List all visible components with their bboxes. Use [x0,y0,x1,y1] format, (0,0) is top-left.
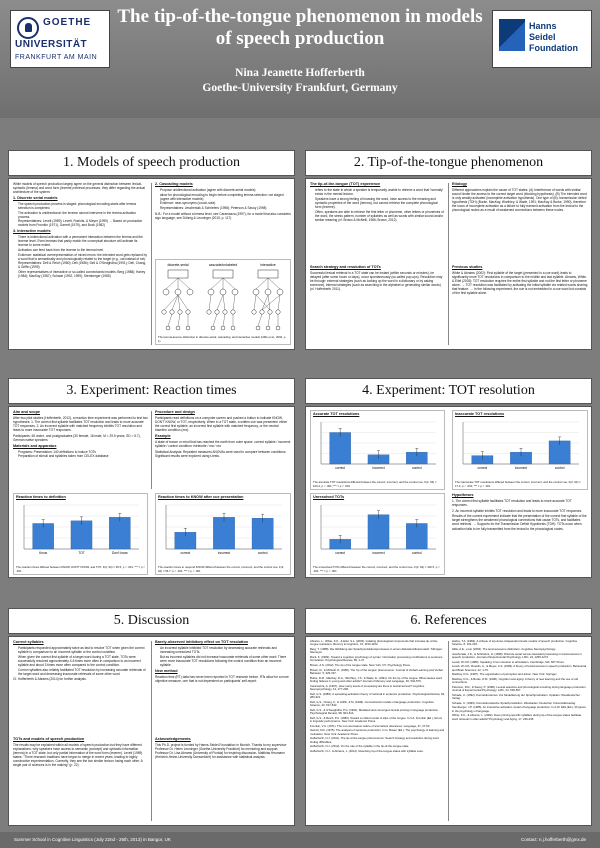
reference-entry: Levelt, W.J.M., Roelofs, A., & Meyer, A.S. (1999). A theory of lexical access in speech production. Behavioral and Brain Sciences, 22, 1-75. [452,664,587,672]
logo-text-frankfurt: FRANKFURT AM MAIN [15,54,98,61]
cascading-list [155,188,291,210]
tots-models-title: TOTs and models of speech production [13,737,85,741]
s1-intro: While models of speech production largely agree on the general distinction between lexical-syntactic (lemma) and word form (lexeme) retrieval processes, they differ regarding the actual architecture of the system: [13,182,145,195]
list-item: • The speech production process is staged: phonological encoding starts after lemma selection is completed. [18,202,148,210]
procedure-title: Procedure and design [155,410,195,414]
cascading-title: 2. Cascading models [155,182,193,186]
chart-caption: The unresolved TOTs differed between the correct, incorrect, and the control cue, F(2, 94) = 102.5, p < .001; *** = p < .001 [313,565,440,573]
aim-box [13,410,148,490]
university-seal-icon [17,17,39,39]
diagram-caption: The lemma-lexeme distinction in discrete-serial, cascading, and interactive models (Hillis et al., 2002, p. 1). [158,335,287,343]
reference-entry: Dell, G.S., & O'Seaghdha, P.G. (1991). Mediated and convergent lexical priming in language production. Psychological Review, 98, 604-614. [310,707,439,715]
chart-svg [311,418,444,472]
logo-text-foundation: Foundation [529,43,578,53]
barely-list [155,646,291,667]
column-divider [151,183,152,345]
hypothesis-1: 1. The correct first syllable facilitates TOT resolution and leads to more accurate TOT responses. [452,499,572,508]
hanns-seidel-logo [492,10,592,68]
list-item: • Speakers have a strong feeling of knowing the word, have access to the meaning and syntactic properties of the word (lemma), but cannot retrieve the complete phonological form (lexeme). [315,197,445,209]
chart-svg [311,501,444,557]
bar-incorrect [213,517,234,549]
previous-studies-title: Previous studies [452,265,483,269]
x-tick-label: correct [477,466,488,470]
bar-control [252,518,273,549]
section-2-title: 2. Tip-of-the-tongue phenomenon [305,150,592,176]
s1-nb: N.B.: For a model without a lemma level, see Caramazza (1997); for a model that also considers sign language, see Dühnig & Leuninger (2015, p. 117) [155,211,291,220]
example-title: Example [155,433,171,438]
hypotheses-title: Hypotheses [452,493,474,497]
section-1-body [8,178,295,350]
x-tick-label: correct [180,551,191,555]
bar-incorrect [368,515,389,549]
section-4-body [305,406,592,578]
models-diagram [155,259,291,345]
list-item: • Evidence: near-synonyms (couch-sofa) [160,201,291,205]
list-item: • Evidence: statistical overrepresentation of mixed errors: the intended word gets replaced by a word that is semantically and phonologically related to the target (e.g., cat instead of rat). [18,253,148,261]
chart-caption: The accurate TOT resolutions differed between the correct, incorrect, and the control cue, F(2, 94) = 100.2, p < .001; *** = p < .001 [313,480,437,488]
reference-entry: MacKay, D.G., & Burke, D.M. (1990). Cognition and aging: A theory of new learning and the use of old connections. [452,676,578,685]
previous-studies-text: White & Abrams (2002): First syllable of the target (presented in a cue word) leads to significantly more TOT resolutions in comparison to the middle and last syllable. Abrams, White, & Eitel (2003): TOT resolution requires the entire first syllable and not the first letter or phoneme alone. → TOT resolution was facilitated by activating the initial syllable via related words sharing that feature. → In the following experiment, the cue is not embedded in a cue word but consists of the first syllable alone. [452,271,588,296]
reference-entry: Hillis, A.E., et al. (2002). The lemma-lexeme distinction. Cognitive Neuropsychology. [452,647,556,651]
discrete-title: 1. Discrete serial models [13,195,58,200]
list-item: • But as incorrect syllables did not increase inaccurate retrievals of some other word: There were more inaccurate TOT resolutions following the control condition than an incorrect syllable. [160,655,291,667]
hypotheses-text: Results of the current experiment indicate that the presentation of the correct first syllable of the target strengthens the weakened phonological connections that cause TOTs, and facilitates word retrieval. → Supports for the Transmission Deficit Hypothesis (TDH): TOTs occur when activation fails to be fully transmitted from the lexical to the phonological nodes. [452,514,587,531]
correct-syllables-ref: Cf. Hofferberth & Abrams (2014) for further analysis. [13,677,87,682]
procedure-text: Participants read definitions on a computer screen and pushed a button to indicate KNOW, DON'T KNOW, or TOT, respectively. When in a TOT state, a written cue was presented: either the correct first syllable, an incorrect first syllable with matched frequency, or the neutral baseline condition (xxx). [155,416,288,433]
tot-experience-box [310,182,445,262]
tot-experience-title: The tip-of-the-tongue (TOT) experience [310,182,381,186]
reference-entry: Schade, U. (1999). Konnektionistische Sprachproduktion. Wiesbaden: Deutscher Universitätsverlag. [452,700,576,705]
x-tick-label: Don't know [111,551,128,555]
reference-entry: Peterson, R.R., & Savoy, P. (1998). Lexical selection and phonological encoding during language production. Journal of Experimental Psychology: LMC, 24, 539-557. [452,684,587,693]
new-method-text: Reaction time (RT) data has never been reported in TOT research before. RTs allow for a more objective measure, one that is not dependent on participants' self-report. [155,674,289,683]
poster-author [110,66,490,96]
references-right [452,640,588,824]
reference-entry: Harley, T.A. (1984). A critique of top-down independent levels models of speech production. Cognitive Science, 8, 191-219. [452,640,578,647]
chart-caption: The reaction times differed between KNOW, DON'T KNOW, and TOT, F(2, 94) = 45.5, p < .001; *** = p < .001 [16,565,145,573]
aim-text: After two pilot studies (Hofferberth, 2012), a reaction time experiment was performed to test two hypotheses: 1. The correct first syllable facilitates TOT resolution and leads to more accurate TOT responses. 2. An incorrect syllable with matched frequency inhibits TOT resolution and leads to more inaccurate TOT responses. [13,416,148,433]
chart-caption: The reaction times to respond KNOW differed between the correct, incorrect, and the control cue, F(2, 94) = 56.7, p < .001; *** = p < .001 [158,565,285,573]
models-diagram-svg [156,260,290,334]
etiology-title: Etiology [452,182,467,186]
reference-entry: Schade, U. (1992). Konnektionismus: Zur Modellierung der Sprachproduktion. Opladen: Westdeutscher Verlag. [452,692,580,701]
list-item: • Correct syllables also reliably facilitated TOT resolution by increasing accurate retrievals of the target word and decreasing inaccurate retrievals of some other word. [18,668,148,676]
x-tick-label: control [412,466,422,470]
footer-contact[interactable]: Contact: n.j.hofferberth@gmx.de [520,837,586,842]
bar-tot [71,521,92,549]
section-5-body [8,636,295,826]
etiology-text: Different approaches explain the cause of TOT states: (A) Interference of words with similar sound hinder the access to the correct target word (blocking hypothesis). (B) The intended word is only weakly activated (incomplete activation hypothesis). One type of (B): transmission deficit hypothesis (TDH) (Burke, MacKay, Worthley, & Wade, 1991; MacKay & Burke, 1990), therefore the locus of incomplete activation as a failure to fully transmit activation from the lexical to the phonological nodes as a result of weakened connections between these nodes. [452,188,587,213]
reference-entry: Abrams, L., White, K.K., & Eitel, S.L. (2003). Isolating phonological components that increase tip-of-the-tongue resolution. Memory & Cognition, 31, 1153-1162. [310,640,439,647]
list-item: • Activation can feed back from the lexeme to the lemma level. [18,248,148,252]
tot-list [310,188,445,222]
participants-text: Participants: 48 under- and postgraduates (30 female, 18 male, M = 29.5 years, SD = 5.7), German native speakers [13,433,141,442]
chart-svg [14,501,147,557]
x-tick-label: incorrect [372,466,385,470]
reference-entry: Brown, A.S. (2012). The tip of the tongue state. New York, NY: Psychology Press. [310,663,411,667]
column-divider [151,641,152,821]
section-1-title: 1. Models of speech production [8,150,295,176]
list-item: • When given the correct first syllable of a target word during a TOT state, TOTs were successfully resolved approximately 4-6 times more often in comparison to an incorrect syllable and about 3 times more often compared to the control condition. [18,655,148,667]
list-item: • Other representatives of interactive or so-called connectionist models: Berg (1988); Harley (1984); MacKay (1987); Schade (1992, 1999); Stemberger (1985) [18,270,148,278]
x-tick-label: correct [335,551,346,555]
chart-rt-definition [13,493,148,575]
interactive-list [13,235,148,278]
chart-svg [156,501,290,557]
section-2-body [305,178,592,350]
reference-entry: Bock, K. (1982). Toward a cognitive psychology of syntax: Information processing contributions to sentence formulation. Psychological Review, 89, 1-47. [310,655,443,663]
chart-title: Unresolved TOTs [313,495,345,499]
column-divider [151,411,152,489]
chart-rt-know-cue [155,493,291,575]
list-item: • Representatives: Levelt (1989); Levelt, Roelofs, & Meyer (1999) → Based on production models from Fromkin (1971), Garrett (1975), and Bock (1982) [18,219,148,227]
list-item: • Programs: Presentation: 140 definitions to induce TOTs [18,450,148,454]
x-tick-label: control [554,466,565,470]
references-left [310,640,445,824]
logo-text-goethe: GOETHE [43,17,92,28]
list-item: • There is bidirectional activation with a permanent interaction between the lemma and the lexeme level. Even lemmas that partly match the conceptual structure will activate its lexeme to some extent. [18,235,148,247]
chart-caption: The inaccurate TOT resolutions differed between the correct, incorrect, and the control cue, F(2, 94) = 17.4, p < .001; *** = p < .001 [455,480,581,488]
list-item: • refers to the state in which a speaker is temporarily unable to retrieve a word that 'normally' exists in the mental lexicon. [315,188,445,196]
chart-title: Reaction times to KNOW after cue presentation [158,495,244,499]
list-item: • Propose unidirectional activation (agree with discrete-serial models) [160,188,291,192]
etiology-box [452,182,588,262]
chart-unresolved-tots [310,493,445,575]
s1-right-column [155,182,291,256]
correct-syllables-box [13,640,148,734]
barely-observed-title: Barely-observed inhibitory effect on TOT resolution [155,640,248,644]
acknowledgements-title: Acknowledgements [155,737,191,741]
chart-title: Accurate TOT resolutions [313,412,360,416]
reference-entry: Dell, G.S. (1986). A spreading-activation theory of retrieval in sentence production. Psychological Review, 93, 283-321. [310,691,445,699]
logo-text-seidel: Seidel [529,32,556,42]
x-tick-label: Know [39,551,48,555]
footer-event: Summer School in Cognitive Linguistics (July 22nd - 26th, 2013) in Bangor, UK [14,837,171,842]
procedure-box [155,410,291,490]
chart-title: Inaccurate TOT resolutions [455,412,505,416]
acknowledgements-box [155,737,291,823]
search-strategy-box [310,265,445,347]
reference-entry: Dell, G.S., & Reich, P.A. (1980). Toward a unified model of slips of the tongue. In V.A. Fromkin (Ed.), Errors in linguistic performance. New York: Academic Press. [310,715,443,723]
reference-entry: Burke, D.M., MacKay, D.G., Worthley, J.S., & Wade, E. (1991). On the tip of the tongue: What causes word finding failures in young and older adults? Journal of Memory and Language, 30, 542-579. [310,675,443,683]
list-item: • Representatives: Jescheniak & Schriefers (1998); Peterson & Savoy (1998) [160,206,291,210]
column-divider [448,641,449,821]
x-tick-label: incorrect [217,551,231,555]
reference-entry: Berg, T. (1988). Die Abbildung des Sprachproduktionsprozesses in einem Aktivationsflussmodell. Tübingen: Niemeyer. [310,647,443,655]
section-5-title: 5. Discussion [8,608,295,634]
reference-entry: Dell, G.S., Chang, F., & Griffin, Z.M. (1999). Connectionist models of language production. Cognitive Science, 23, 517-542. [310,699,434,707]
example-text: A state of trance or mind that has reached the earth from outer space: correct syllable / incorrect syllable / control condition: meteorite / ma / xxx [155,439,291,448]
materials-title: Materials and apparatus [13,443,57,448]
chart-inaccurate-resolutions [452,410,588,490]
x-tick-label: incorrect [514,466,528,470]
bar-don-t-know [109,517,130,549]
section-3-body [8,406,295,578]
x-tick-label: correct [335,466,346,470]
section-6-title: 6. References [305,608,592,634]
section-4-title: 4. Experiment: TOT resolution [305,378,592,404]
barely-observed-box [155,640,291,734]
acknowledgements-text: This Ph.D. project is funded by Hanns-Seidel-Foundation in Munich. Thanks to my supervisor Professor Dr. Helen Leuninger (Goethe-University Frankfurt) for mentoring and support, Professor Dr. Lisa Abrams (University of Florida) for inspiring discussion, Matthias Heumann (Heinrich-Heine-University Duesseldorf) for assistance with statistical analysis. [155,743,287,760]
hypothesis-2: 2. An incorrect syllable inhibits TOT resolution and leads to more inaccurate TOT responses. [452,508,583,513]
goethe-university-logo [10,10,110,68]
statistics-text: Statistical Analysis: Repeated measures ANOVAs were used to compare between conditions. Significant results were explored using t-tests. [155,449,287,458]
list-item: • allow for phonological encoding to begin before completing lemma selection: not staged (agree with interactive models) [160,193,291,201]
list-item: • Participants responded approximately twice as fast to resolve TOT when given the correct syllable in comparison to an incorrect syllable or the control condition. [18,646,148,654]
tots-models-text: The results may be explained within all models of speech production but they have different explanations: why speakers have access to semantic (concept) and syntactic information (lemma) in a TOT state, but only partial information of the word form (lexeme). Levelt (1989) states: "There research traditions have begun to merge in recent years, leading to highly constructive experimentation. Currently, they see the two similar lexicon fusing each other. A single pair of sciences is in the making" (p. 22). [13,743,143,768]
chart-svg [453,418,587,472]
reference-entry: Jescheniak, J.D., & Schriefers, H. (1998). Discrete serial versus cascaded processing in lexical access in speech production. Journal of Experimental Psychology: LMC, 24, 1256-1274. [452,651,582,659]
s1-left-column [13,182,148,346]
new-method-title: New method [155,668,178,673]
logo-text-universitaet: UNIVERSITÄT [15,39,88,50]
bar-correct [330,433,351,465]
list-item: • Preparation of stimuli and syllables taken from CELEX database [18,454,148,458]
chart-accurate-resolutions [310,410,445,490]
reference-entry: MacKay, D.G. (1987). The organization of perception and action. New York: Springer. [452,672,558,677]
correct-list [13,646,148,676]
tots-models-box [13,737,148,823]
poster-title: The tip-of-the-tongue phenomenon in models of speech production [117,6,483,49]
reference-entry: Fromkin, V.A. (1971). The non-anomalous nature of anomalous utterances. Language, 47, 27-52. [310,723,431,728]
foundation-mark-icon [499,19,525,51]
poster-header [0,0,600,118]
reference-entry: Levelt, W.J.M. (1989). Speaking: From intention to articulation. Cambridge, MA: MIT Press. [452,659,565,664]
discrete-list [13,202,148,228]
author-name: Nina Jeanette Hofferberth [235,67,365,79]
search-strategy-text: Successful lexical retrieval in a TOT state can be instant (within seconds or minutes), be delayed (after some hours or days), occur spontaneously (so-called pop-ups). Resolution may be through: external strategies (such as looking up the word in a dictionary or by asking someone), internal strategies (such as searching in the alphabet or generating similar words) (cf. Hofferberth 2011). [310,271,443,292]
reference-entry: Hofferberth, N.J., & Abrams, L. (2014). Resolving tip-of-the-tongue states with syllable cues. [310,748,424,753]
reference-entry: Caramazza, A. (1997). How many levels of processing are there in lexical access? Cognitive Neuropsychology, 14, 177-208. [310,683,425,691]
x-tick-label: incorrect [372,551,385,555]
reference-entry: Stemberger, J.P. (1985). An interactive activation model of language production. In A.W. Ellis (Ed.), Progress in the psychology of language. [452,705,586,713]
list-item: • The activation is unidirectional: the lexeme cannot intervene in the lemma activation process. [18,211,148,219]
x-tick-label: control [412,551,422,555]
diagram-label-cascade: cascade/unlabeled [208,263,238,267]
reference-entry: Hofferberth, N.J. (2012). On the role of the syllable in the tip-of-the-tongue state. [310,744,410,749]
reference-entry: White, K.K., & Abrams, L. (2002). Does priming specific syllables during tip-of-the-tongue states facilitate word retrieval in older adults? Psychology and Aging, 17, 226-235. [452,713,582,721]
search-strategy-title: Search strategy and resolution of TOTs [310,265,381,269]
previous-studies-box [452,265,588,347]
chart-title: Reaction times to definition [16,495,66,499]
author-affiliation: Goethe-University Frankfurt, Germany [202,82,398,94]
materials-list [13,450,148,459]
column-divider [448,183,449,345]
reference-entry: Garrett, M.F. (1975). The analysis of sentence production. In G. Bower (Ed.), The psychology of learning and motivation. New York: Academic Press. [310,728,445,736]
list-item: • An incorrect syllable inhibited TOT resolution by decreasing accurate retrievals and increasing unresolved TOTs. [160,646,291,654]
list-item: • Representatives: Dell & Reich (1980); Dell (1986); Dell & O'Seaghdha (1991); Dell, Chang, & Griffin (1999) [18,261,148,269]
aim-title: Aim and scope [13,410,41,414]
section-3-title: 3. Experiment: Reaction times [8,378,295,404]
section-6-body [305,636,592,826]
correct-syllables-title: Correct syllables [13,640,44,644]
list-item: • Often, speakers are able to retrieve the first letter or phoneme, other letters or phonemes of the word, the stress pattern, number of syllables as well as words with similar sound and/or similar meaning (cf. Brown & McNeill, 1966; Brown, 2012). [315,210,445,222]
reference-entry: Hofferberth, N.J. (2011). The tip-of-the-tongue phenomenon: Search strategy and resolution during word finding difficulties. [310,736,439,744]
x-tick-label: TOT [78,551,85,555]
x-tick-label: control [257,551,268,555]
reference-entry: Brown, R., & McNeill, D. (1966). The 'tip of the tongue' phenomenon. Journal of Verbal Learning and Verbal Behavior, 5, 325-337. [310,667,443,675]
diagram-label-interactive: interactive [260,263,276,267]
diagram-label-discrete: discrete-serial [167,263,189,267]
logo-text-hanns: Hanns [529,21,557,31]
poster-footer [0,832,600,848]
hypotheses-box [452,493,588,575]
interactive-title: 3. Interactive models [13,229,51,234]
